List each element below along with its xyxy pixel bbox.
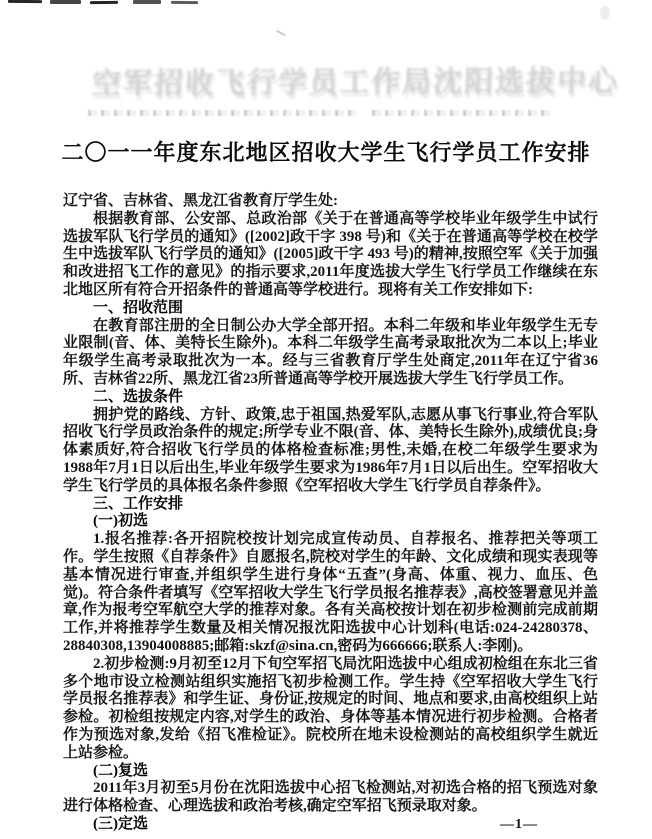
paragraph-recruit-scope: 在教育部注册的全日制公办大学全部开招。本科二年级和毕业年级学生无专业限制(音、体、美特长生除外)。本科二年级学生高考录取批次为二本以上;毕业年级学生高考录取批次为一本。经与三省教育厅学生处商定,2011年在辽宁省36所、吉林省22所、黑龙江省23所普通高等学校开展选拔大学生飞行学员工作。	[63, 317, 598, 387]
document-title: 二〇一一年度东北地区招收大学生飞行学员工作安排	[61, 140, 591, 165]
page-number: —1—	[500, 817, 538, 832]
subsection-heading-initial-selection: (一)初选	[93, 513, 148, 530]
salutation-line: 辽宁省、吉林省、黑龙江省教育厅学生处:	[63, 193, 338, 209]
scan-smudge	[90, 1, 118, 4]
subsection-heading-reselection: (二)复选	[93, 762, 148, 779]
scan-smudge	[8, 0, 42, 3]
scan-smudge	[276, 30, 286, 36]
section-heading-work-arrangement: 三、工作安排	[93, 495, 184, 512]
letterhead-ghost-strip	[372, 110, 552, 116]
letterhead-ghost-text: 空军招收飞行学员工作局沈阳选拔中心	[91, 65, 620, 101]
subsection-heading-final-selection: (三)定选	[93, 815, 148, 832]
scan-smudge	[133, 0, 161, 4]
letterhead-ghost-strip	[88, 110, 356, 116]
section-heading-selection-criteria: 二、选拔条件	[93, 388, 184, 405]
paragraph-selection-criteria: 拥护党的路线、方针、政策,忠于祖国,热爱军队,志愿从事飞行事业,符合军队招收飞行学员政治条件的规定;所学专业不限(音、体、美特长生除外),成绩优良;身体素质好,符合招收飞行学员的体格检查标准;男性,未婚,在校二年级学生要求为1988年7月1日以后出生,毕业年级学生要求为1986年7月1日以后出生。空军招收大学生飞行学员的具体报名条件参照《空军招收大学生飞行学员自荐条件》。	[63, 406, 598, 494]
scan-smudge	[171, 1, 198, 4]
paragraph-registration-recommendation: 1.报名推荐:各开招院校按计划完成宣传动员、自荐报名、推荐把关等项工作。学生按照《自荐条件》自愿报名,院校对学生的年龄、文化成绩和现实表现等基本情况进行审查,并组织学生进行身体“五查”(身高、体重、视力、血压、色觉)。符合条件者填写《空军招收大学生飞行学员报名推荐表》,高校签署意见并盖章,作为报考空军航空大学的推荐对象。各有关高校按计划在初步检测前完成前期工作,并将推荐学生数量及相关情况报沈阳选拔中心计划科(电话:024-24280378、28840308,13904008885;邮箱:skzf@sina.cn,密码为666666;联系人:李刚)。	[63, 531, 598, 654]
scan-smudge	[600, 6, 610, 20]
paragraph-intro: 根据教育部、公安部、总政治部《关于在普通高等学校毕业年级学生中试行选拔军队飞行学员的通知》([2002]政干字 398 号)和《关于在普通高等学校在校学生中选拔军队飞行学员的通知》([2005]政干字 493 号)的精神,按照空军《关于加强和改进招飞工作的意见》的指示要求,2011年度选拔大学生飞行学员工作继续在东北地区所有符合开招条件的普通高等学校进行。现将有关工作安排如下:	[63, 210, 598, 298]
document-body	[63, 193, 598, 834]
paragraph-preliminary-testing: 2.初步检测:9月初至12月下旬空军招飞局沈阳选拔中心组成初检组在东北三省多个地市设立检测站组织实施招飞初步检测工作。学生持《空军招收大学生飞行学员报名推荐表》和学生证、身份证,按规定的时间、地点和要求,由高校组织上站参检。初检组按规定内容,对学生的政治、身体等基本情况进行初步检测。合格者作为预选对象,发给《招飞准检证》。院校所在地未设检测站的高校组织学生就近上站参检。	[63, 655, 598, 761]
paragraph-reselection: 2011年3月初至5月份在沈阳选拔中心招飞检测站,对初选合格的招飞预选对象进行体格检查、心理选拔和政治考核,确定空军招飞预录取对象。	[63, 780, 598, 815]
section-heading-recruit-scope: 一、招收范围	[93, 299, 184, 316]
scan-smudge	[50, 0, 81, 4]
